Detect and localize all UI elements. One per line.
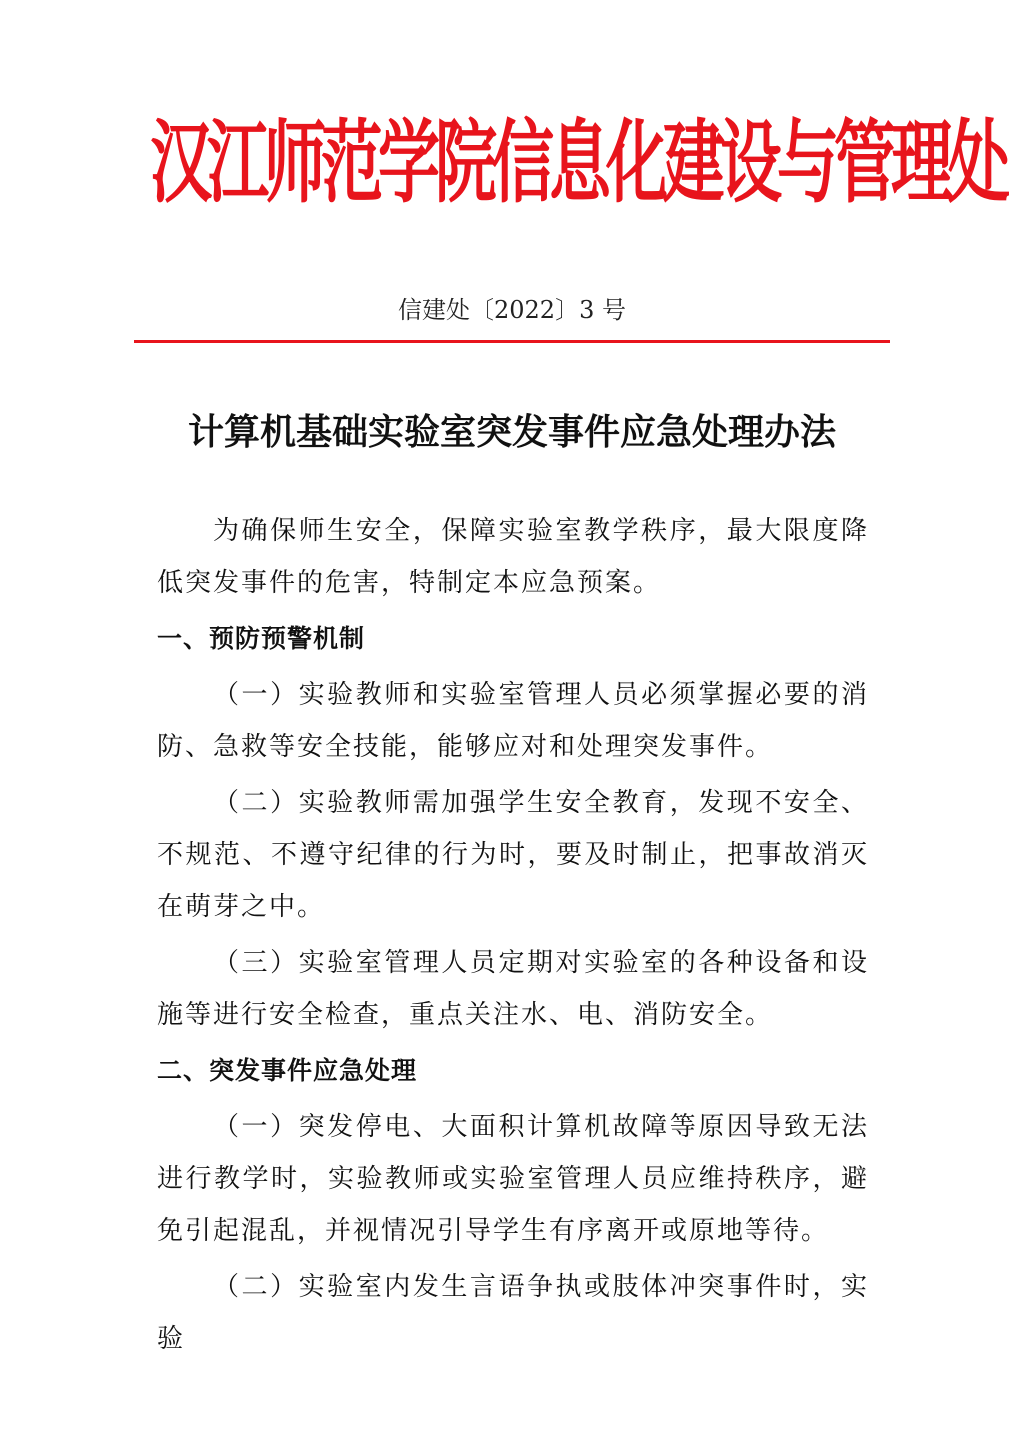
organization-masthead: 汉江师范学院信息化建设与管理处	[150, 109, 1006, 216]
intro-paragraph: 为确保师生安全，保障实验室教学秩序，最大限度降低突发事件的危害，特制定本应急预案。	[157, 516, 869, 598]
section-paragraph: （一）突发停电、大面积计算机故障等原因导致无法进行教学时，实验教师或实验室管理人员应维持秩序，避免引起混乱，并视情况引导学生有序离开或原地等待。	[157, 1112, 869, 1246]
document-number: 信建处〔2022〕3 号	[398, 296, 626, 324]
section-heading: 二、突发事件应急处理	[157, 1056, 418, 1085]
section-paragraph: （三）实验室管理人员定期对实验室的各种设备和设施等进行安全检查，重点关注水、电、消防安全。	[157, 948, 869, 1030]
section-paragraph: （二）实验室内发生言语争执或肢体冲突事件时，实验	[157, 1272, 869, 1354]
section-paragraph: （二）实验教师需加强学生安全教育，发现不安全、不规范、不遵守纪律的行为时，要及时制止，把事故消灭在萌芽之中。	[157, 788, 869, 922]
red-divider-line	[134, 340, 890, 343]
document-body	[157, 505, 869, 1369]
document-title: 计算机基础实验室突发事件应急处理办法	[187, 412, 836, 453]
section-heading: 一、预防预警机制	[157, 624, 366, 653]
section-paragraph: （一）实验教师和实验室管理人员必须掌握必要的消防、急救等安全技能，能够应对和处理突发事件。	[157, 680, 869, 762]
